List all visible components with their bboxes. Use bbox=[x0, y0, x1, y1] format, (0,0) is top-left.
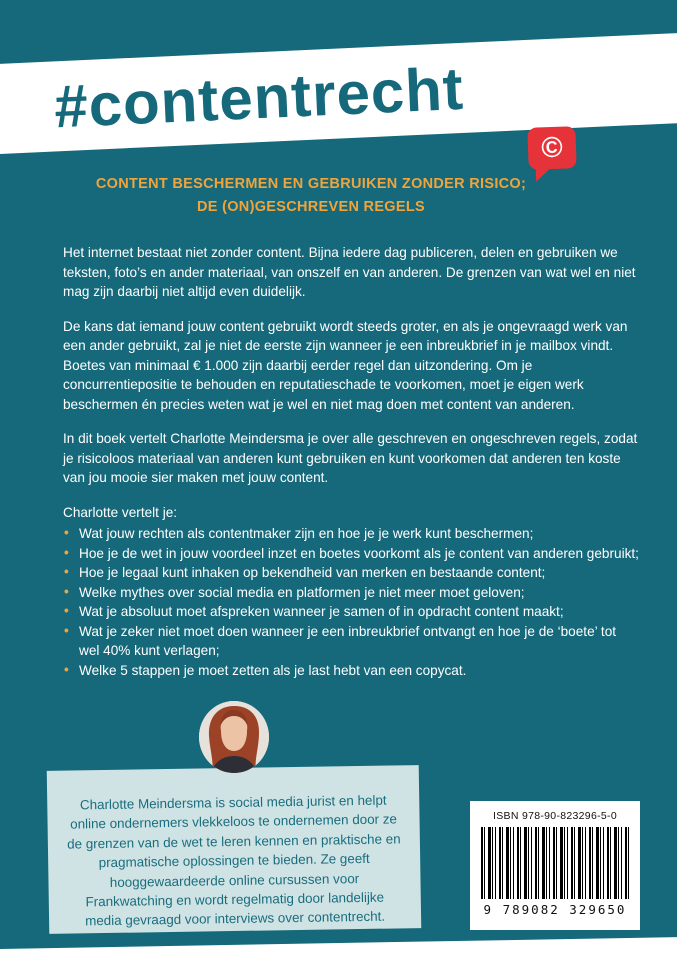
subtitle-line-1: CONTENT BESCHERMEN EN GEBRUIKEN ZONDER RISICO; bbox=[95, 176, 527, 192]
list-item bbox=[63, 583, 640, 603]
list-item bbox=[63, 661, 640, 681]
subtitle bbox=[28, 173, 594, 219]
barcode bbox=[481, 827, 629, 899]
subtitle-line-2: DE (ON)GESCHREVEN REGELS bbox=[197, 199, 425, 215]
bullet-icon: • bbox=[64, 544, 69, 560]
bullet-icon: • bbox=[64, 603, 69, 618]
body-copy bbox=[63, 243, 640, 680]
list-item-text: Hoe je de wet in jouw voordeel inzet en boetes voorkomt als je content van anderen gebruikt; bbox=[79, 545, 639, 561]
author-photo bbox=[199, 701, 269, 773]
list-intro: Charlotte vertelt je: bbox=[63, 504, 178, 520]
bullet-icon: • bbox=[64, 583, 69, 599]
list-item bbox=[63, 524, 640, 544]
bottom-white-strip bbox=[0, 937, 677, 960]
paragraph-risk: De kans dat iemand jouw content gebruikt wordt steeds groter, en als je ongevraagd werk van een ander gebruikt, zal je niet de eerste zijn wanneer je een inbreukbrief in je mailbox vindt. Boetes van minimaal € 1.000 zijn daarbij eerder regel dan uitzondering. Om je concurrentiepositie te behouden en reputatieschade te voorkomen, moet je eigen werk beschermen én precies weten wat je wel en niet mag doen met content van anderen. bbox=[63, 318, 628, 412]
list-item bbox=[63, 544, 640, 564]
paragraph-intro-internet: Het internet bestaat niet zonder content. Bijna iedere dag publiceren, delen en gebruiken we teksten, foto’s en ander materiaal, van onszelf en van anderen. De grenzen van wat wel en niet mag zijn daarbij niet altijd even duidelijk. bbox=[63, 245, 636, 299]
copyright-icon: © bbox=[540, 131, 564, 164]
list-item-text: Welke mythes over social media en platformen je niet meer moet geloven; bbox=[79, 584, 525, 600]
bullet-icon: • bbox=[64, 525, 69, 540]
list-item-text: Wat je absoluut moet afspreken wanneer je samen of in opdracht content maakt; bbox=[79, 604, 564, 619]
barcode-number: 9 789082 329650 bbox=[483, 902, 627, 917]
list-item-text: Welke 5 stappen je moet zetten als je last hebt van een copycat. bbox=[79, 662, 467, 678]
list-item-text: Wat jouw rechten als contentmaker zijn en hoe je je werk kunt beschermen; bbox=[79, 526, 534, 541]
isbn-label: ISBN 978-90-823296-5-0 bbox=[493, 810, 617, 822]
author-bio-text: Charlotte Meindersma is social media jurist en helpt online ondernemers vlekkeloos te ondernemen door ze de grenzen van de wet te leren kennen en praktische en pragmatische oplossingen te bieden. Ze geeft hooggewaardeerde online cursussen voor Frankwatching en wordt regelmatig door landelijke media gevraagd voor interviews over contentrecht. bbox=[67, 792, 401, 929]
author-bio-box bbox=[47, 765, 422, 934]
list-item bbox=[63, 602, 640, 622]
isbn-box bbox=[470, 801, 640, 930]
bullet-list bbox=[63, 524, 640, 680]
author-avatar bbox=[199, 701, 269, 773]
bullet-icon: • bbox=[64, 564, 69, 579]
paragraph-book: In dit boek vertelt Charlotte Meindersma je over alle geschreven en ongeschreven regels, zodat je risicoloos materiaal van anderen kunt gebruiken en kunt voorkomen dat anderen ten koste van jou mooie sier maken met jouw content. bbox=[63, 431, 638, 485]
list-item bbox=[63, 622, 640, 661]
bullet-icon: • bbox=[64, 622, 69, 638]
list-item bbox=[63, 563, 640, 583]
list-item-text: Wat je zeker niet moet doen wanneer je een inbreukbrief ontvangt en hoe je de ‘boete’ tot wel 40% kunt verlagen; bbox=[79, 623, 617, 658]
book-title: #contentrecht bbox=[52, 54, 466, 140]
bullet-icon: • bbox=[64, 661, 69, 677]
copyright-badge bbox=[527, 126, 576, 170]
list-item-text: Hoe je legaal kunt inhaken op bekendheid van merken en bestaande content; bbox=[79, 565, 546, 580]
